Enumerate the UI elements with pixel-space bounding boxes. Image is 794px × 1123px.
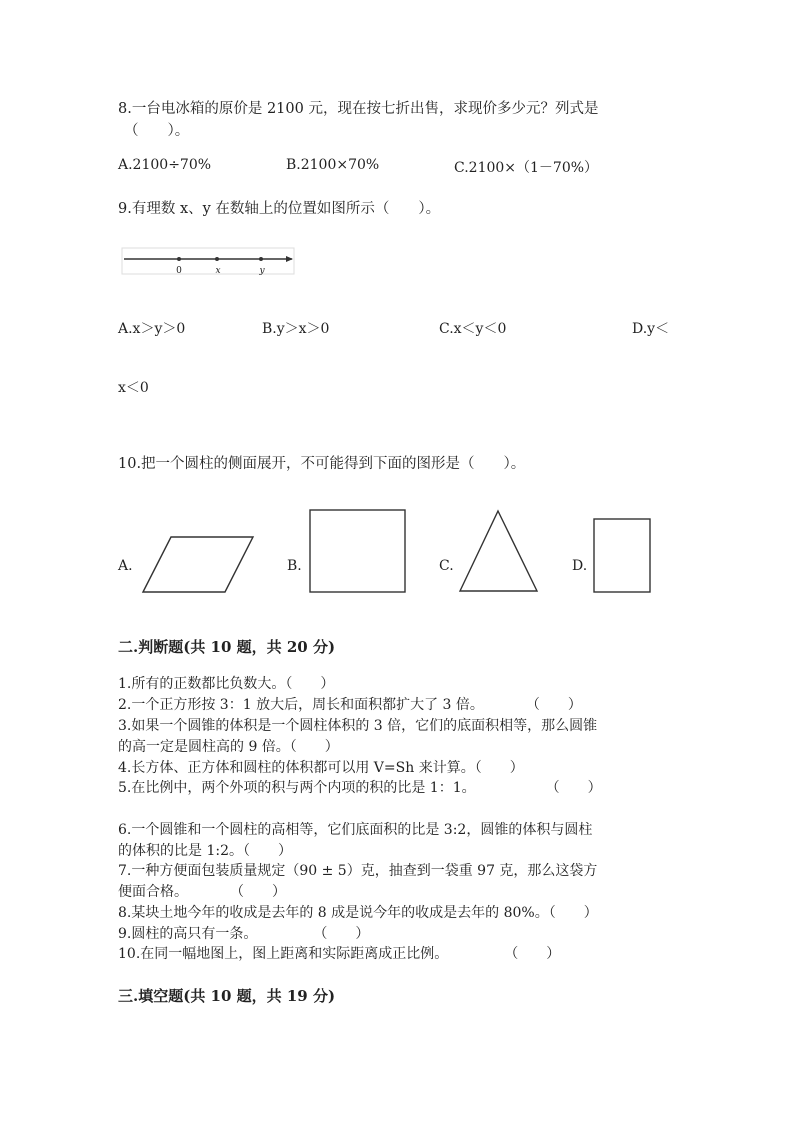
q9-option-c[interactable]: C.x＜y＜0 [439,321,507,337]
label-zero: 0 [176,266,182,276]
section3-title: 三.填空题(共 10 题，共 19 分) [118,987,336,1005]
judge-item-3b: 的高一定是圆柱高的 9 倍。（ ） [118,739,339,755]
judge-item-1: 1.所有的正数都比负数大。（ ） [118,676,335,692]
q9-text: 9.有理数 x、y 在数轴上的位置如图所示（ ）。 [118,201,441,217]
rectangle-icon [594,519,650,592]
judge-item-9: 9.圆柱的高只有一条。 （ ） [118,926,370,942]
q8-line2: （ ）。 [124,123,190,139]
judge-item-3a: 3.如果一个圆锥的体积是一个圆柱体积的 3 倍，它们的底面积相等，那么圆锥 [118,718,598,734]
judge-item-5: 5.在比例中，两个外项的积与两个内项的积的比是 1：1。 （ ） [118,780,602,796]
label-x: x [215,266,221,276]
q10-text: 10.把一个圆柱的侧面展开，不可能得到下面的图形是（ ）。 [118,456,526,472]
q9-option-d-cont: x＜0 [118,380,149,396]
q8-option-a[interactable]: A.2100÷70% [118,157,212,173]
judge-item-10: 10.在同一幅地图上，图上距离和实际距离成正比例。 （ ） [118,946,561,962]
judge-item-7a: 7.一种方便面包装质量规定（90 ± 5）克，抽查到一袋重 97 克，那么这袋方 [118,863,598,879]
q9-option-d[interactable]: D.y＜ [632,321,670,337]
q9-option-b[interactable]: B.y＞x＞0 [262,321,330,337]
judge-item-7b: 便面合格。 （ ） [118,884,286,900]
rectangle-icon [310,510,405,592]
q8-line1: 8.一台电冰箱的原价是 2100 元，现在按七折出售，求现价多少元？列式是 [118,101,599,117]
q8-option-b[interactable]: B.2100×70% [286,157,380,173]
judge-item-2: 2.一个正方形按 3：1 放大后，周长和面积都扩大了 3 倍。 （ ） [118,697,582,713]
q10-option-b[interactable]: B. [287,558,302,574]
judge-item-4: 4.长方体、正方体和圆柱的体积都可以用 V=Sh 来计算。（ ） [118,760,524,776]
judge-item-6b: 的体积的比是 1:2。（ ） [118,843,292,859]
q10-option-d[interactable]: D. [572,558,588,574]
section2-title: 二.判断题(共 10 题，共 20 分) [118,638,336,656]
parallelogram-icon [143,537,253,592]
judge-item-8: 8.某块土地今年的收成是去年的 8 成是说今年的收成是去年的 80%。（ ） [118,905,598,921]
triangle-icon [460,511,537,591]
label-y: y [259,266,265,276]
q8-option-c[interactable]: C.2100×（1－70%） [454,160,599,176]
q10-option-a[interactable]: A. [118,558,133,574]
q9-option-a[interactable]: A.x＞y＞0 [118,321,186,337]
q10-option-c[interactable]: C. [439,558,454,574]
judge-item-6a: 6.一个圆锥和一个圆柱的高相等，它们底面积的比是 3:2，圆锥的体积与圆柱 [118,822,593,838]
